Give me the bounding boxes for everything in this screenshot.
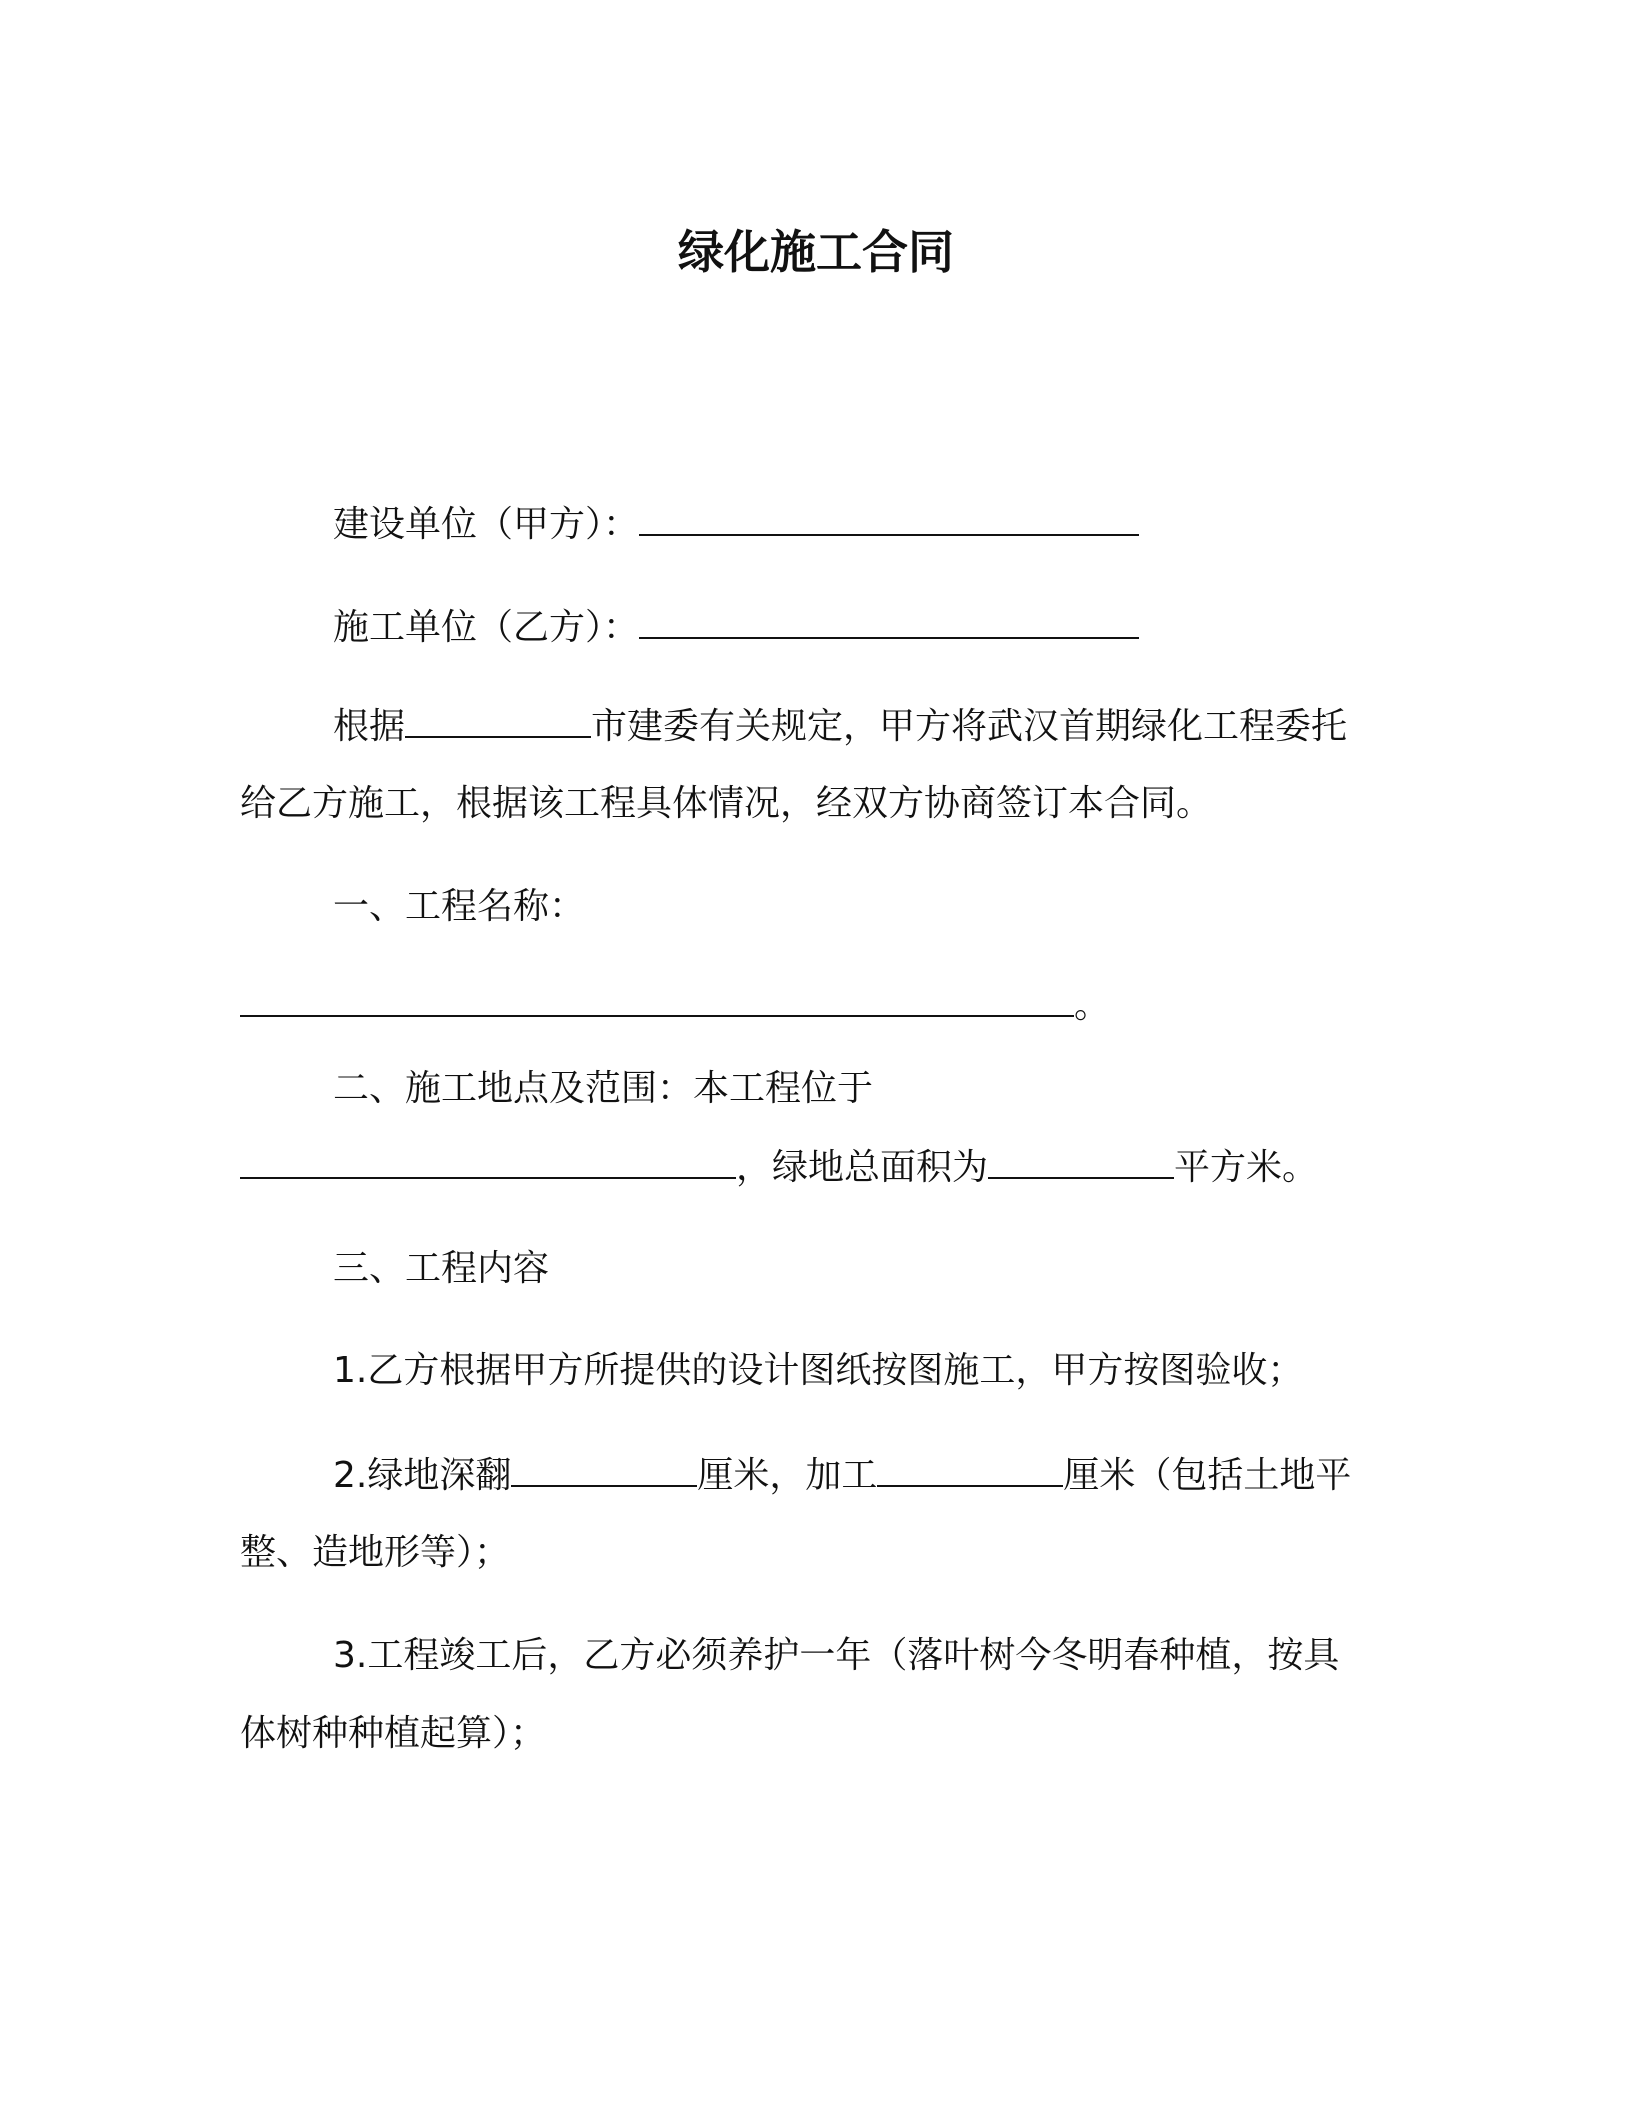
party-b-line [333, 601, 1139, 654]
section3-heading: 三、工程内容 [333, 1248, 550, 1289]
depth-blank [511, 1449, 697, 1487]
intro-line-2: 给乙方施工，根据该工程具体情况，经双方协商签订本合同。 [240, 783, 1213, 824]
area-unit: 平方米。 [1174, 1147, 1319, 1188]
item3-line-2: 体树种种植起算）； [240, 1713, 547, 1754]
location-blank [240, 1141, 736, 1179]
location-area-line [240, 1141, 1318, 1194]
project-name-blank [240, 979, 1074, 1017]
city-blank [405, 700, 591, 738]
project-name-line [240, 979, 1110, 1032]
item2-line-1 [333, 1449, 1351, 1502]
section1-heading: 一、工程名称： [333, 886, 586, 927]
area-blank [988, 1141, 1174, 1179]
party-a-blank [639, 498, 1139, 536]
party-b-label: 施工单位（乙方）： [333, 607, 640, 648]
party-b-blank [639, 601, 1139, 639]
party-a-line [333, 498, 1139, 551]
section2-heading: 二、施工地点及范围：本工程位于 [333, 1068, 874, 1109]
item2-prefix: 2.绿地深翻 [333, 1455, 512, 1496]
intro-prefix: 根据 [333, 706, 406, 747]
processing-blank [877, 1449, 1063, 1487]
item1: 1.乙方根据甲方所提供的设计图纸按图施工，甲方按图验收； [333, 1350, 1304, 1391]
intro-line-1 [333, 700, 1347, 753]
item3-line-1: 3.工程竣工后，乙方必须养护一年（落叶树今冬明春种植，按具 [333, 1635, 1340, 1676]
document-title: 绿化施工合同 [678, 225, 954, 279]
item2-mid: 厘米，加工 [697, 1455, 878, 1496]
item2-suffix: 厘米（包括土地平 [1063, 1455, 1352, 1496]
project-name-end: 。 [1074, 985, 1111, 1026]
item2-line-2: 整、造地形等）； [240, 1532, 511, 1573]
party-a-label: 建设单位（甲方）： [333, 504, 640, 545]
area-label: ，绿地总面积为 [736, 1147, 989, 1188]
intro-line1-suffix: 市建委有关规定，甲方将武汉首期绿化工程委托 [591, 706, 1348, 747]
